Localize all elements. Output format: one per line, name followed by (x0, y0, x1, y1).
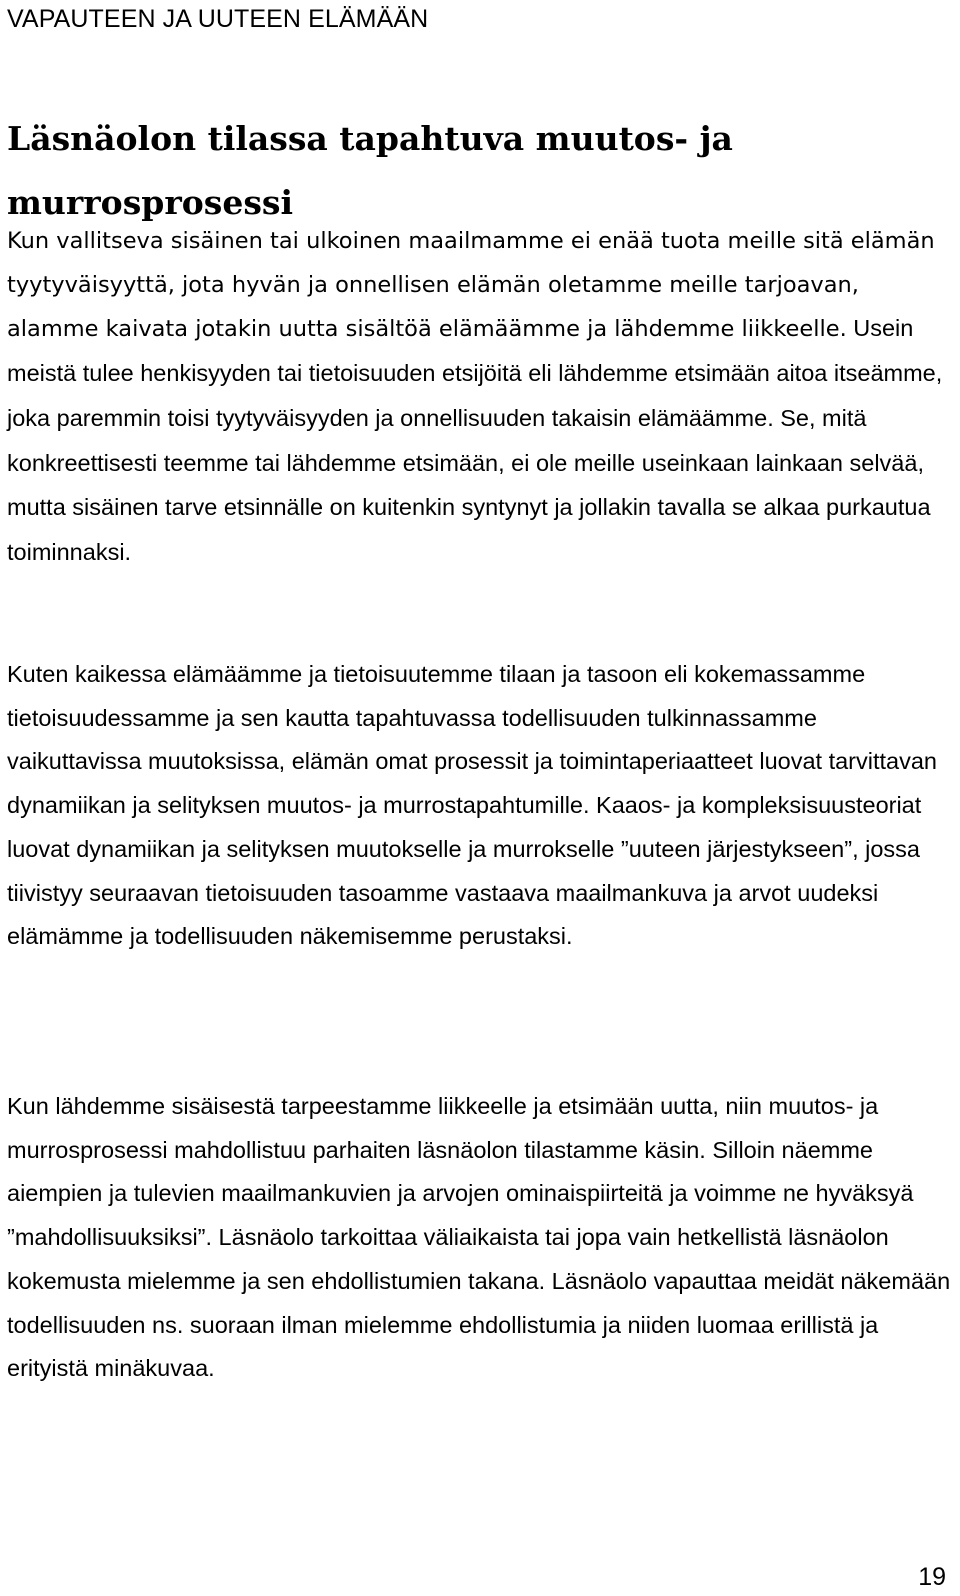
paragraph-1-part-2: Usein meistä tulee henkisyyden tai tietoisuuden etsijöitä eli lähdemme etsimään aitoa itseämme, joka paremmin toisi tyytyväisyyden ja onnellisuuden takaisin elämäämme. Se, mitä konkreettisesti teemme tai lähdemme etsimään, ei ole meille useinkaan lainkaan selvää, mutta sisäinen tarve etsinnälle on kuitenkin syntynyt ja jollakin tavalla se alkaa purkautua toiminnaksi. (7, 315, 943, 565)
running-header: VAPAUTEEN JA UUTEEN ELÄMÄÄN (7, 5, 429, 33)
page-title: Läsnäolon tilassa tapahtuva muutos- ja murrosprosessi (7, 119, 733, 222)
paragraph-2: Kuten kaikessa elämäämme ja tietoisuutemme tilaan ja tasoon eli kokemassamme tietoisuudessamme ja sen kautta tapahtuvassa todellisuuden tulkinnassamme vaikuttavissa muutoksissa, elämän omat prosessit ja toimintaperiaatteet luovat tarvittavan dynamiikan ja selityksen muutos- ja murrostapahtumille. Kaaos- ja kompleksisuusteoriat luovat dynamiikan ja selityksen muutokselle ja murrokselle ”uuteen järjestykseen”, jossa tiivistyy seuraavan tietoisuuden tasoamme vastaava maailmankuva ja arvot uudeksi elämämme ja todellisuuden näkemisemme perustaksi. (7, 661, 937, 950)
paragraph-3: Kun lähdemme sisäisestä tarpeestamme liikkeelle ja etsimään uutta, niin muutos- ja murrosprosessi mahdollistuu parhaiten läsnäolon tilastamme käsin. Silloin näemme aiempien ja tulevien maailmankuvien ja arvojen ominaispiirteitä ja voimme ne hyväksyä ”mahdollisuuksiksi”. Läsnäolo tarkoittaa väliaikaista tai jopa vain hetkellistä läsnäolon kokemusta mielemme ja sen ehdollistumien takana. Läsnäolo vapauttaa meidät näkemään todellisuuden ns. suoraan ilman mielemme ehdollistumia ja niiden luomaa erillistä ja erityistä minäkuvaa. (7, 1093, 951, 1382)
page-number: 19 (918, 1563, 946, 1591)
paragraph-1-part-1: Kun vallitseva sisäinen tai ulkoinen maailmamme ei enää tuota meille sitä elämän tyytyväisyyttä, jota hyvän ja onnellisen elämän oletamme meille tarjoavan, alamme kaivata jotakin uutta sisältöä elämäämme ja lähdemme liikkeelle. (7, 228, 935, 343)
paragraph-1 (7, 220, 953, 576)
